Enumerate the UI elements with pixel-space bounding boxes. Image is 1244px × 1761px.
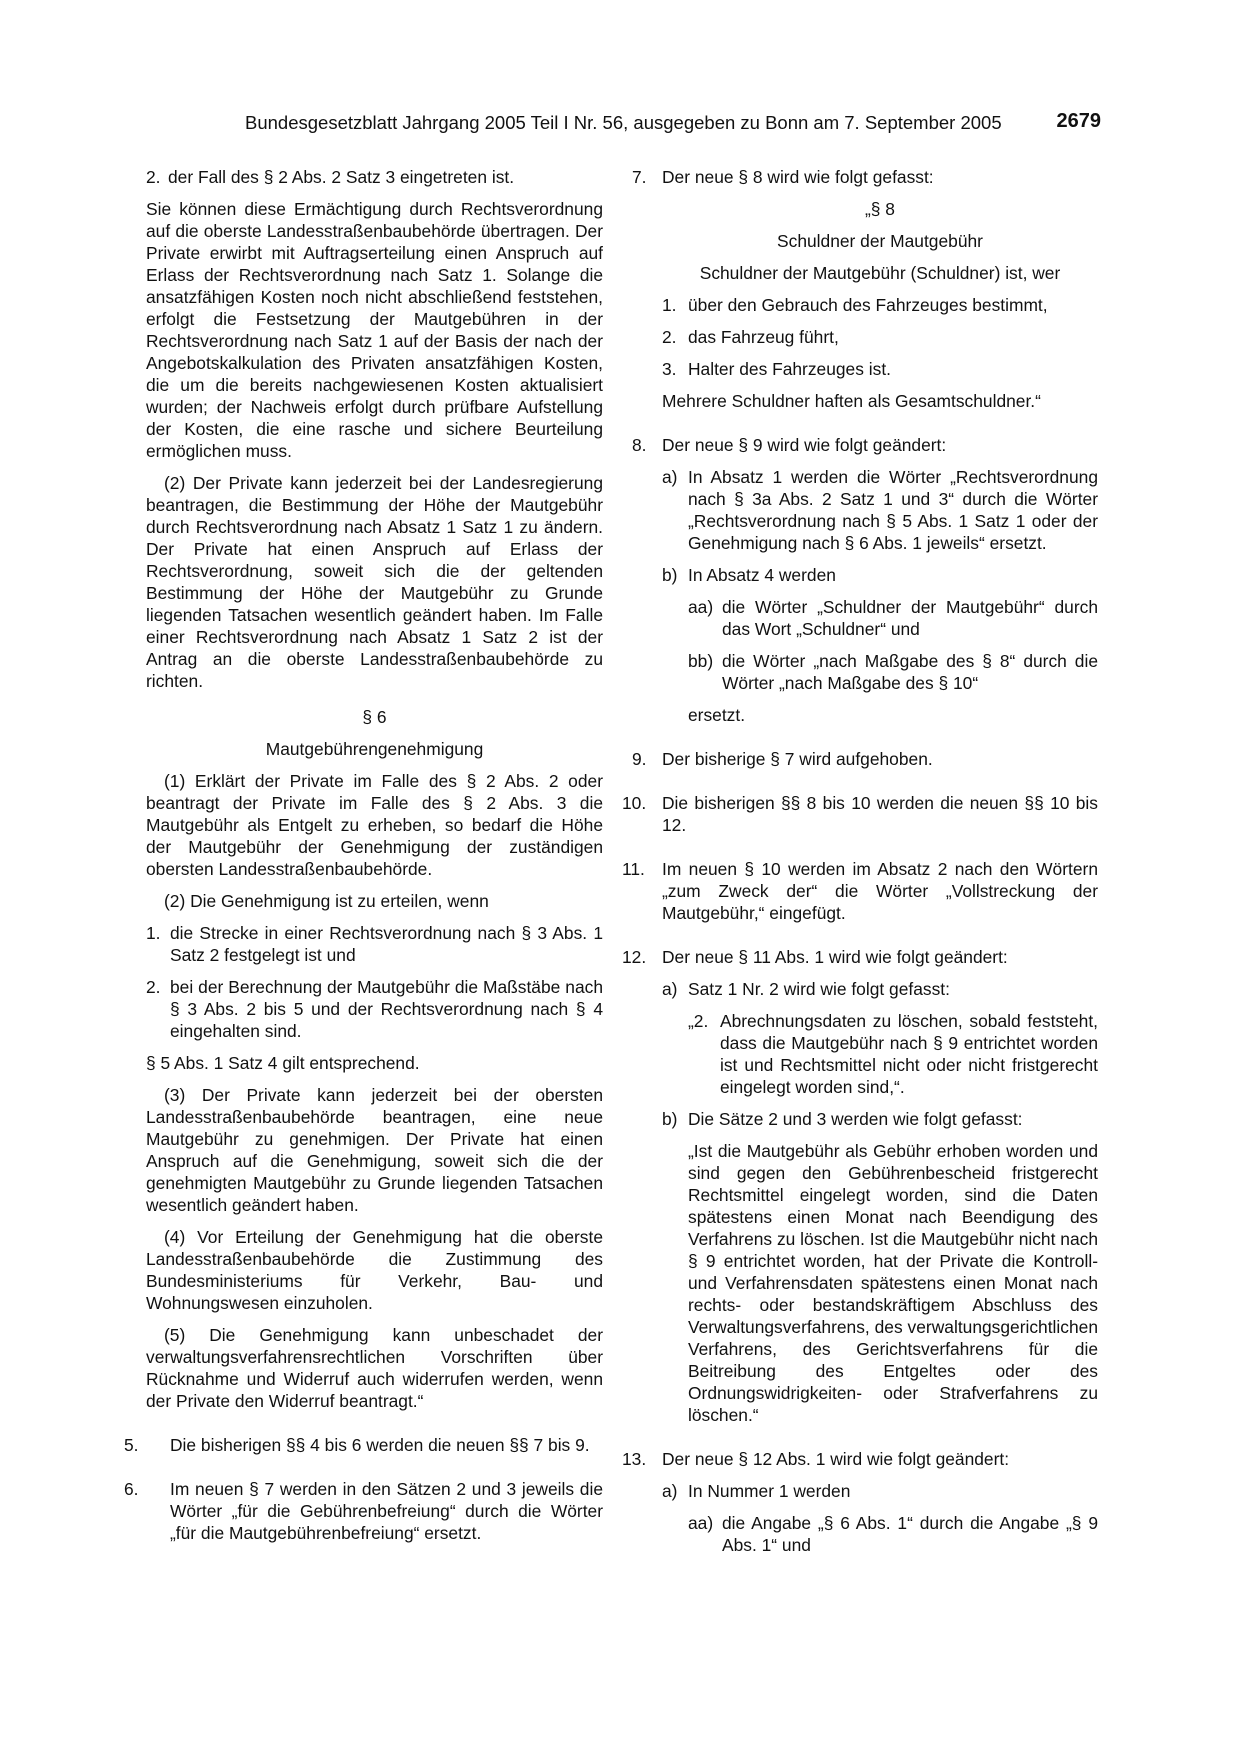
- item-text: über den Gebrauch des Fahrzeuges bestimmt,: [688, 295, 1048, 315]
- item-number: 1.: [662, 295, 677, 315]
- paragraph: (1) Erklärt der Private im Falle des § 2 Abs. 2 oder beantragt der Private im Falle des § 2 Abs. 3 die Mautgebühr als Entgelt zu erheben, so bedarf die Höhe der Mautgebühr der Genehmigung der zuständigen obersten Landesstraßenbaubehörde.: [146, 771, 603, 879]
- item-text: das Fahrzeug führt,: [688, 327, 839, 347]
- item-number: 3.: [662, 359, 677, 379]
- item-text: die Strecke in einer Rechtsverordnung nach § 3 Abs. 1 Satz 2 festgelegt ist und: [170, 923, 603, 965]
- list-item: [146, 976, 603, 1042]
- list-item: [632, 166, 1098, 188]
- page-number: 2679: [1056, 110, 1101, 132]
- item-text: Der neue § 8 wird wie folgt gefasst:: [662, 167, 934, 187]
- paragraph: (5) Die Genehmigung kann unbeschadet der verwaltungsverfahrensrechtlichen Vorschriften über Rücknahme und Widerruf auch widerrufen werden, wenn der Private den Widerruf beantragt.“: [146, 1325, 603, 1411]
- list-item: [124, 1478, 603, 1544]
- item-number: a): [662, 467, 678, 487]
- item-number: 7.: [632, 167, 647, 187]
- item-text: In Nummer 1 werden: [688, 1481, 851, 1501]
- item-text: In Absatz 4 werden: [688, 565, 836, 585]
- item-number: aa): [688, 1513, 714, 1533]
- list-item: [622, 858, 1098, 924]
- paragraph: (4) Vor Erteilung der Genehmigung hat die oberste Landesstraßenbaubehörde die Zustimmung des Bundesministeriums für Verkehr, Bau- und Wohnungswesen einzuholen.: [146, 1227, 603, 1313]
- item-number: 2.: [146, 167, 161, 187]
- paragraph: § 5 Abs. 1 Satz 4 gilt entsprechend.: [146, 1053, 420, 1073]
- list-item: [688, 1512, 1098, 1556]
- item-text: Die Sätze 2 und 3 werden wie folgt gefasst:: [688, 1109, 1023, 1129]
- paragraph: (2) Die Genehmigung ist zu erteilen, wenn: [164, 891, 489, 911]
- item-number: bb): [688, 651, 714, 671]
- page-header: [0, 112, 1244, 142]
- item-number: b): [662, 565, 678, 585]
- list-item: [662, 1108, 1098, 1130]
- item-text: Satz 1 Nr. 2 wird wie folgt gefasst:: [688, 979, 950, 999]
- item-text: Der neue § 12 Abs. 1 wird wie folgt geändert:: [662, 1449, 1010, 1469]
- item-text: In Absatz 1 werden die Wörter „Rechtsverordnung nach § 3a Abs. 2 Satz 1 und 3“ durch die Wörter „Rechtsverordnung nach § 5 Abs. 1 Satz 1 oder der Genehmigung nach § 6 Abs. 1 jeweils“ ersetzt.: [688, 467, 1098, 553]
- paragraph: Sie können diese Ermächtigung durch Rechtsverordnung auf die oberste Landesstraßenbaubehörde übertragen. Der Private erwirbt mit Auftragserteilung einen Anspruch auf Erlass der Rechtsverordnung nach Satz 1. Solange die ansatzfähigen Kosten noch nicht abschließend feststehen, erfolgt die Festsetzung der Mautgebühren in der Rechtsverordnung nach Satz 1 auf der Basis der nach der Angebotskalkulation des Privaten ansatzfähigen Kosten, die um die bereits nachgewiesenen Kosten aktualisiert wurden; der Nachweis erfolgt durch prüfbare Aufstellung der Kosten, die eine rasche und sichere Beurteilung ermöglichen muss.: [146, 199, 603, 461]
- item-number: a): [662, 1481, 678, 1501]
- section-number: „§ 8: [865, 199, 895, 219]
- paragraph: Mehrere Schuldner haften als Gesamtschuldner.“: [662, 391, 1041, 411]
- item-number: 6.: [124, 1479, 139, 1499]
- list-item: [662, 294, 1098, 316]
- quoted-item: [688, 1010, 1098, 1098]
- list-item: [662, 1480, 1098, 1502]
- list-item: [662, 326, 1098, 348]
- item-text: die Wörter „nach Maßgabe des § 8“ durch die Wörter „nach Maßgabe des § 10“: [722, 651, 1098, 693]
- item-number: 2.: [146, 977, 161, 997]
- item-text: Die bisherigen §§ 4 bis 6 werden die neuen §§ 7 bis 9.: [170, 1435, 590, 1455]
- paragraph: (2) Der Private kann jederzeit bei der Landesregierung beantragen, die Bestimmung der Höhe der Mautgebühr durch Rechtsverordnung nach Absatz 1 Satz 1 zu ändern. Der Private hat einen Anspruch auf Erlass der Rechtsverordnung, soweit sich die der geltenden Bestimmung der Höhe der Mautgebühr zu Grunde liegenden Tatsachen wesentlich geändert haben. Im Falle einer Rechtsverordnung nach Absatz 1 Satz 2 ist der Antrag an die oberste Landesstraßenbaubehörde zu richten.: [146, 473, 603, 691]
- item-number: „2.: [688, 1011, 709, 1031]
- left-column: [124, 166, 603, 1554]
- section-title: Mautgebührengenehmigung: [265, 739, 484, 759]
- item-text: Im neuen § 10 werden im Absatz 2 nach den Wörtern „zum Zweck der“ die Wörter „Vollstreckung der Mautgebühr,“ eingefügt.: [662, 859, 1098, 923]
- item-text: die Wörter „Schuldner der Mautgebühr“ durch das Wort „Schuldner“ und: [722, 597, 1098, 639]
- item-number: 9.: [632, 749, 647, 769]
- list-item: [632, 434, 1098, 456]
- item-text: die Angabe „§ 6 Abs. 1“ durch die Angabe „§ 9 Abs. 1“ und: [722, 1513, 1098, 1555]
- item-number: 8.: [632, 435, 647, 455]
- item-number: 10.: [622, 793, 647, 813]
- list-item: [622, 1448, 1098, 1470]
- paragraph: (3) Der Private kann jederzeit bei der obersten Landesstraßenbaubehörde beantragen, eine neue Mautgebühr zu genehmigen. Der Private hat einen Anspruch auf die Genehmigung, soweit sich die der genehmigten Mautgebühr zu Grunde liegenden Tatsachen wesentlich geändert haben.: [146, 1085, 603, 1215]
- list-item: [146, 922, 603, 966]
- item-text: Der bisherige § 7 wird aufgehoben.: [662, 749, 933, 769]
- item-number: 1.: [146, 923, 161, 943]
- list-item: [146, 166, 603, 188]
- paragraph: ersetzt.: [688, 705, 746, 725]
- quoted-paragraph: „Ist die Mautgebühr als Gebühr erhoben worden und sind gegen den Gebührenbescheid fristgerecht Rechtsmittel eingelegt worden, sind die Daten spätestens einen Monat nach Beendigung des Verfahrens zu löschen. Ist die Mautgebühr nicht nach § 9 entrichtet worden, hat der Private die Kontroll- und Verfahrensdaten spätestens einen Monat nach rechts- oder bestandskräftigem Abschluss des Verwaltungsverfahrens, des verwaltungsgerichtlichen Verfahrens, des Gerichtsverfahrens für die Beitreibung des Entgeltes oder des Ordnungswidrigkeiten- oder Strafverfahrens zu löschen.“: [688, 1141, 1098, 1425]
- item-text: bei der Berechnung der Mautgebühr die Maßstäbe nach § 3 Abs. 2 bis 5 und der Rechtsverordnung nach § 4 eingehalten sind.: [170, 977, 603, 1041]
- gazette-title: Bundesgesetzblatt Jahrgang 2005 Teil I Nr. 56, ausgegeben zu Bonn am 7. September 2005: [245, 112, 1002, 133]
- section-title: Schuldner der Mautgebühr: [777, 231, 983, 251]
- list-item: [662, 564, 1098, 586]
- item-number: 12.: [622, 947, 647, 967]
- section-number: § 6: [362, 707, 387, 727]
- list-item: [688, 650, 1098, 694]
- item-number: 5.: [124, 1435, 139, 1455]
- item-number: b): [662, 1109, 678, 1129]
- item-text: Halter des Fahrzeuges ist.: [688, 359, 891, 379]
- item-text: Der neue § 11 Abs. 1 wird wie folgt geändert:: [662, 947, 1008, 967]
- item-number: 2.: [662, 327, 677, 347]
- item-text: Die bisherigen §§ 8 bis 10 werden die neuen §§ 10 bis 12.: [662, 793, 1098, 835]
- list-item: [622, 946, 1098, 968]
- item-number: 13.: [622, 1449, 647, 1469]
- list-item: [622, 792, 1098, 836]
- item-number: 11.: [622, 859, 645, 879]
- item-number: aa): [688, 597, 714, 617]
- item-number: a): [662, 979, 678, 999]
- item-text: Im neuen § 7 werden in den Sätzen 2 und 3 jeweils die Wörter „für die Gebührenbefreiung“ durch die Wörter „für die Mautgebührenbefreiung“ ersetzt.: [170, 1479, 603, 1543]
- item-text: Abrechnungsdaten zu löschen, sobald feststeht, dass die Mautgebühr nach § 9 entrichtet worden ist und Rechtsmittel nicht oder nicht fristgerecht eingelegt worden sind,“.: [720, 1011, 1098, 1097]
- list-item: [688, 596, 1098, 640]
- item-text: Der neue § 9 wird wie folgt geändert:: [662, 435, 947, 455]
- list-item: [662, 358, 1098, 380]
- paragraph: Schuldner der Mautgebühr (Schuldner) ist, wer: [699, 263, 1061, 283]
- item-text: der Fall des § 2 Abs. 2 Satz 3 eingetreten ist.: [168, 167, 515, 187]
- list-item: [124, 1434, 603, 1456]
- list-item: [632, 748, 1098, 770]
- list-item: [662, 978, 1098, 1000]
- list-item: [662, 466, 1098, 554]
- right-column: [622, 166, 1098, 1566]
